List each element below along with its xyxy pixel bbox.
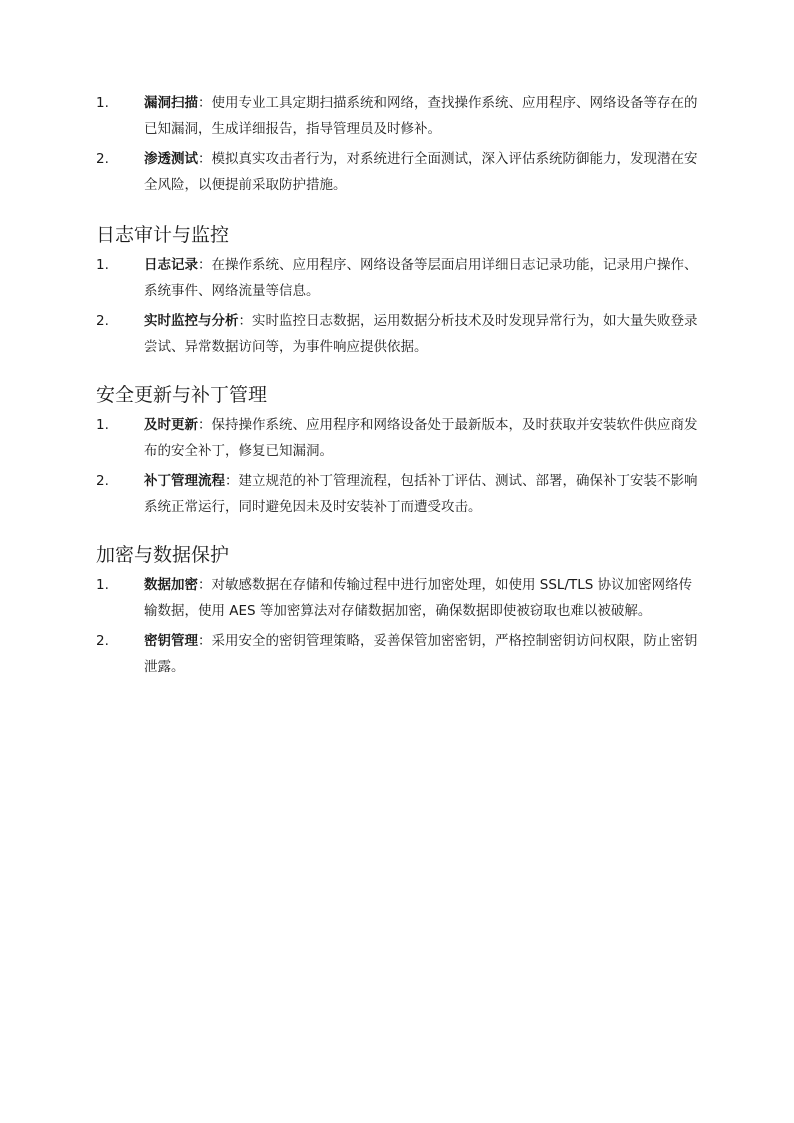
item-number: 2. (96, 151, 109, 167)
item-term: 数据加密 (144, 577, 198, 593)
numbered-list (96, 413, 700, 520)
section-encryption (96, 537, 700, 680)
section-heading: 安全更新与补丁管理 (96, 384, 268, 406)
item-description: ：实时监控日志数据，运用数据分析技术及时发现异常行为，如大量失败登录尝试、异常数据访问等，为事件响应提供依据。 (144, 313, 698, 355)
item-term: 及时更新 (144, 417, 198, 433)
list-item (96, 309, 700, 360)
numbered-list (96, 573, 700, 680)
item-description: ：在操作系统、应用程序、网络设备等层面启用详细日志记录功能，记录用户操作、系统事件、网络流量等信息。 (144, 257, 698, 299)
list-item (96, 413, 700, 464)
numbered-list (96, 91, 700, 198)
item-number: 2. (96, 313, 109, 329)
list-item (96, 573, 700, 624)
item-description: ：模拟真实攻击者行为，对系统进行全面测试，深入评估系统防御能力，发现潜在安全风险，以便提前采取防护措施。 (144, 151, 698, 193)
numbered-list (96, 253, 700, 360)
item-description: ：对敏感数据在存储和传输过程中进行加密处理，如使用 SSL/TLS 协议加密网络传输数据，使用 AES 等加密算法对存储数据加密，确保数据即使被窃取也难以被破解。 (144, 577, 693, 619)
section-vulnerability (96, 91, 700, 198)
item-term: 漏洞扫描 (144, 95, 198, 111)
section-heading: 日志审计与监控 (96, 224, 230, 246)
item-term: 日志记录 (144, 257, 198, 273)
list-item (96, 253, 700, 304)
item-description: ：建立规范的补丁管理流程，包括补丁评估、测试、部署，确保补丁安装不影响系统正常运行，同时避免因未及时安装补丁而遭受攻击。 (144, 473, 698, 515)
list-item (96, 629, 700, 680)
section-patch-management (96, 377, 700, 520)
item-number: 1. (96, 577, 109, 593)
document-content (96, 91, 700, 697)
item-description: ：采用安全的密钥管理策略，妥善保管加密密钥，严格控制密钥访问权限，防止密钥泄露。 (144, 633, 698, 675)
section-log-audit (96, 217, 700, 360)
item-number: 2. (96, 473, 109, 489)
section-heading: 加密与数据保护 (96, 544, 230, 566)
list-item (96, 91, 700, 142)
item-number: 1. (96, 417, 109, 433)
item-number: 2. (96, 633, 109, 649)
item-term: 实时监控与分析 (144, 313, 239, 329)
item-number: 1. (96, 257, 109, 273)
list-item (96, 469, 700, 520)
list-item (96, 147, 700, 198)
item-term: 密钥管理 (144, 633, 198, 649)
item-number: 1. (96, 95, 109, 111)
item-description: ：保持操作系统、应用程序和网络设备处于最新版本，及时获取并安装软件供应商发布的安全补丁，修复已知漏洞。 (144, 417, 698, 459)
item-term: 补丁管理流程 (144, 473, 225, 489)
item-term: 渗透测试 (144, 151, 198, 167)
item-description: ：使用专业工具定期扫描系统和网络，查找操作系统、应用程序、网络设备等存在的已知漏洞，生成详细报告，指导管理员及时修补。 (144, 95, 698, 137)
